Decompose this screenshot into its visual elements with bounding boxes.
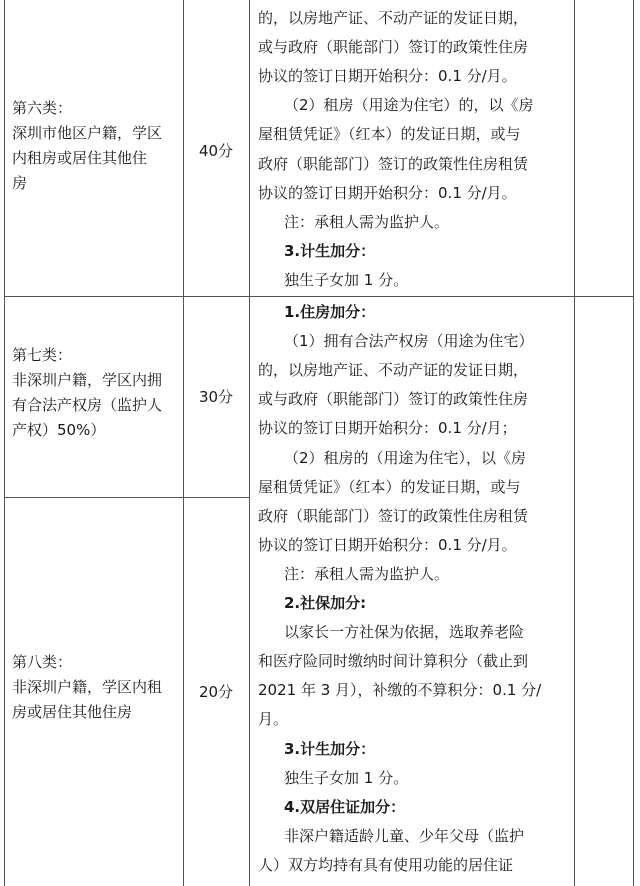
category-cell-7: 第七类： 非深圳户籍，学区内拥 有合法产权房（监护人 产权）50%）	[12, 346, 163, 439]
description-line: 协议的签订日期开始积分：0.1 分/月。	[258, 535, 517, 554]
column-divider-category	[183, 0, 184, 886]
description-line: 月。	[258, 710, 289, 729]
description-line: 注：承租人需为监护人。	[284, 212, 450, 231]
description-line: 独生子女加 1 分。	[284, 768, 409, 787]
score-cell-7: 30分	[198, 388, 234, 406]
column-divider-score	[249, 0, 250, 886]
category-cell-6: 第六类： 深圳市他区户籍，学区 内租房或居住其他住 房	[12, 99, 163, 192]
description-line: 非深户籍适龄儿童、少年父母（监护	[284, 826, 525, 845]
description-line: 和医疗险同时缴纳时间计算积分（截止到	[258, 652, 529, 671]
description-line: 4.双居住证加分：	[284, 797, 406, 816]
description-line: 屋租赁凭证》（红本）的发证日期，或与	[258, 125, 521, 144]
description-line: 的，以房地产证、不动产证的发证日期，	[258, 9, 529, 27]
description-line: 3.计生加分：	[284, 241, 376, 260]
description-line: 协议的签订日期开始积分：0.1 分/月。	[258, 183, 517, 202]
row-divider-6-7	[4, 296, 634, 297]
description-line: 3.计生加分：	[284, 739, 376, 758]
category-cell-8: 第八类： 非深圳户籍，学区内租 房或居住其他住房	[12, 653, 163, 721]
description-line: 政府（职能部门）签订的政策性住房租赁	[258, 506, 529, 525]
description-line: 独生子女加 1 分。	[284, 270, 409, 289]
score-cell-6: 40分	[198, 142, 234, 160]
description-line: 1.住房加分：	[284, 303, 376, 321]
description-line: 或与政府（职能部门）签订的政策性住房	[258, 390, 529, 409]
description-line: （1）拥有合法产权房（用途为住宅）	[284, 332, 534, 351]
description-line: （2）租房的（用途为住宅），以《房	[284, 448, 527, 467]
description-line: 屋租赁凭证》（红本）的发证日期，或与	[258, 477, 521, 496]
description-line: 以家长一方社保为依据，选取养老险	[284, 623, 525, 642]
description-line: 政府（职能部门）签订的政策性住房租赁	[258, 154, 529, 173]
description-line: （2）租房（用途为住宅）的，以《房	[284, 96, 534, 115]
row-divider-7-8	[4, 497, 250, 498]
description-line: 协议的签订日期开始积分：0.1 分/月。	[258, 67, 517, 86]
description-line: 协议的签订日期开始积分：0.1 分/月；	[258, 419, 517, 438]
description-line: 注：承租人需为监护人。	[284, 564, 450, 583]
description-line: 2021 年 3 月），补缴的不算积分：0.1 分/	[258, 681, 542, 700]
table-border-left	[4, 0, 5, 886]
description-line: 或与政府（职能部门）签订的政策性住房	[258, 38, 529, 57]
description-line: 人）双方均持有具有使用功能的居住证	[258, 855, 514, 874]
description-line: 的，以房地产证、不动产证的发证日期，	[258, 361, 529, 380]
description-line: 2.社保加分:	[284, 594, 367, 612]
score-cell-8: 20分	[198, 683, 234, 701]
